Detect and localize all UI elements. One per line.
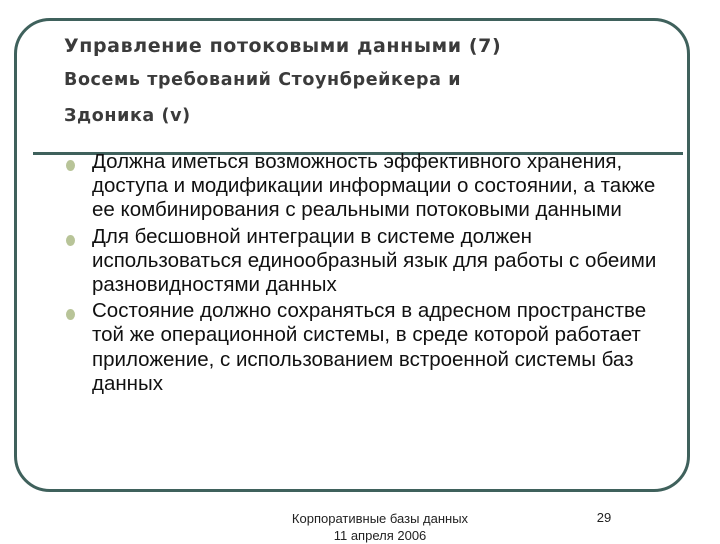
bullet-text: Состояние должно сохраняться в адресном пространстве той же операционной системы, в среде которой работает приложение, с использованием встроенной системы баз данных — [92, 299, 647, 395]
bullet-list — [64, 150, 664, 398]
bullet-dot-icon — [66, 309, 75, 320]
bullet-item-3 — [64, 299, 664, 396]
bullet-item-1 — [64, 150, 664, 223]
footer — [250, 510, 510, 544]
bullet-dot-icon — [66, 235, 75, 246]
footer-course: Корпоративные базы данных — [291, 511, 469, 526]
bullet-item-2 — [64, 225, 664, 298]
title-line-3: Здоника (v) — [64, 106, 191, 126]
bullet-text: Для бесшовной интеграции в системе должен использоваться единообразный язык для работы с обеими разновидностями данных — [92, 224, 657, 297]
page-number: 29 — [596, 510, 612, 525]
title-line-1: Управление потоковыми данными (7) — [64, 35, 502, 57]
bullet-text: Должна иметься возможность эффективного хранения, доступа и модификации информации о состоянии, а также ее комбинирования с реальными потоковыми данными — [92, 150, 656, 222]
slide-title — [64, 30, 664, 134]
title-line-2: Восемь требований Стоунбрейкера и — [64, 70, 462, 90]
footer-date: 11 апреля 2006 — [333, 528, 427, 543]
bullet-dot-icon — [66, 160, 75, 171]
